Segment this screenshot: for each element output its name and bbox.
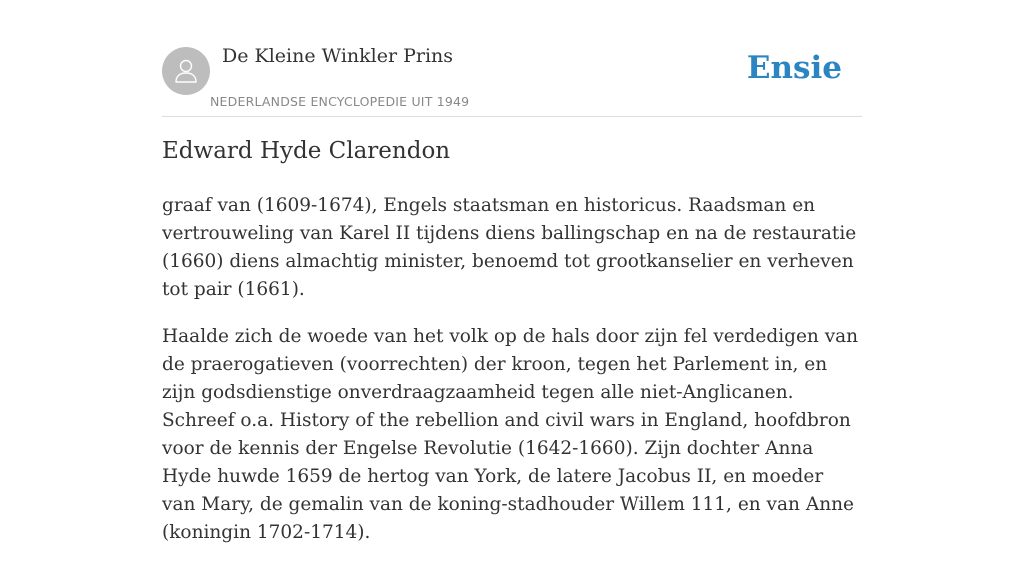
article-body [162, 192, 862, 566]
source-avatar[interactable] [162, 47, 210, 95]
source-subtitle: NEDERLANDSE ENCYCLOPEDIE UIT 1949 [210, 94, 470, 109]
source-header [162, 0, 862, 117]
article-paragraph: Haalde zich de woede van het volk op de hals door zijn fel verdedigen van de praerogatieven (voorrechten) der kroon, tegen het Parlement in, en zijn godsdienstige onverdraagzaamheid tegen alle niet-Anglicanen. Schreef o.a. History of the rebellion and civil wars in England, hoofdbron voor de kennis der Engelse Revolutie (1642-1660). Zijn dochter Anna Hyde huwde 1659 de hertog van York, de latere Jacobus II, en moeder van Mary, de gemalin van de koning-stadhouder Willem 111, en van Anne (koningin 1702-1714). [162, 326, 859, 543]
source-name-link[interactable]: De Kleine Winkler Prins [222, 45, 454, 67]
ensie-logo[interactable]: Ensie [746, 50, 842, 86]
user-silhouette-icon [171, 56, 201, 86]
article-paragraph: graaf van (1609-1674), Engels staatsman en historicus. Raadsman en vertrouweling van Karel II tijdens diens ballingschap en na de restauratie (1660) diens almachtig minister, benoemd tot grootkanselier en verheven tot pair (1661). [162, 195, 857, 300]
article-title: Edward Hyde Clarendon [162, 138, 451, 164]
